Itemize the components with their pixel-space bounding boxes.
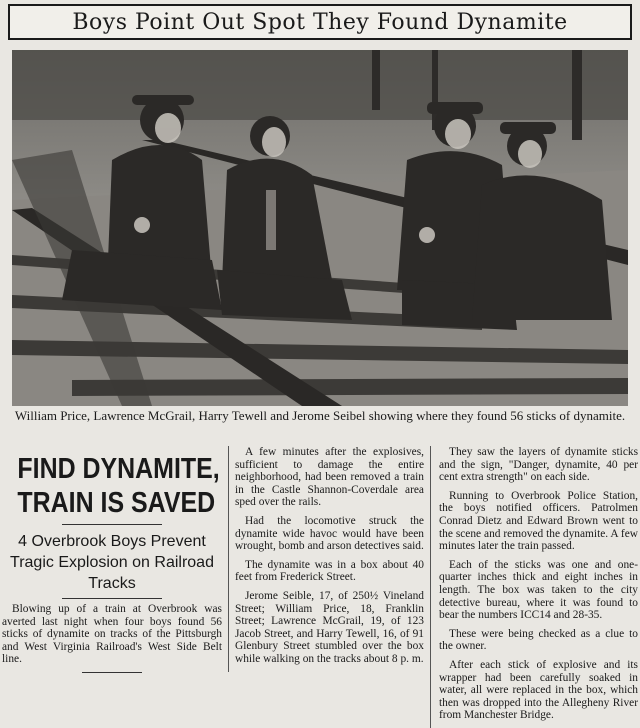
headline-line-1: FIND DYNAMITE,	[17, 453, 220, 485]
divider	[62, 598, 162, 599]
headline-line-2: TRAIN IS SAVED	[17, 487, 216, 519]
story-column-3	[430, 446, 638, 728]
story-column-2	[228, 446, 424, 672]
paragraph: After each stick of explosive and its wrapper had been carefully soaked in water, all were replaced in the box, which then was dropped into the Allegheny River from Manchester Bridge.	[439, 658, 638, 722]
paragraph: Had the locomotive struck the dynamite wide havoc would have been wrought, bomb and arson detectives said.	[235, 514, 424, 553]
story-column-1	[2, 446, 222, 677]
paragraph: A few minutes after the explosives, sufficient to damage the entire neighborhood, had been removed a train in the Castle Shannon-Coverdale area sped over the rails.	[235, 446, 424, 509]
paragraph: Running to Overbrook Police Station, the boys notified officers. Patrolmen Conrad Dietz and Edward Brown went to the scene and removed the dynamite. A few minutes later the train passed.	[439, 489, 638, 553]
paragraph: Jerome Seible, 17, of 250½ Vineland Street; William Price, 18, Franklin Street; Lawrence McGrail, 19, of 123 Jacob Street, and Harry Tewell, 16, of 91 Glenbury Street stumbled over the box while walking on the tracks about 8 p. m.	[235, 589, 424, 665]
banner-title: Boys Point Out Spot They Found Dynamite	[72, 9, 568, 35]
paragraph: Each of the sticks was one and one-quarter inches thick and eight inches in length. The box was taken to the city detective bureau, where it was found to bear the numbers ICC14 and 28-35.	[439, 558, 638, 622]
news-photograph	[12, 50, 628, 406]
photo-caption: William Price, Lawrence McGrail, Harry Tewell and Jerome Seibel showing where they found 56 sticks of dynamite.	[14, 408, 626, 423]
photo-image	[12, 50, 628, 406]
paragraph: These were being checked as a clue to the owner.	[439, 627, 638, 653]
story-subhead: 4 Overbrook Boys Prevent Tragic Explosion on Railroad Tracks	[10, 533, 214, 592]
story-lead	[2, 603, 222, 666]
story-headline	[17, 452, 220, 520]
lead-paragraph: Blowing up of a train at Overbrook was averted last night when four boys found 56 sticks of dynamite on tracks of the Pittsburgh and West Virginia Railroad's West Side Belt line.	[2, 603, 222, 666]
divider	[62, 524, 162, 525]
divider	[82, 672, 142, 673]
banner-headline	[8, 4, 632, 40]
paragraph: The dynamite was in a box about 40 feet from Frederick Street.	[235, 558, 424, 584]
paragraph: They saw the layers of dynamite sticks and the sign, "Danger, dynamite, 40 per cent extra strength" on each side.	[439, 446, 638, 484]
